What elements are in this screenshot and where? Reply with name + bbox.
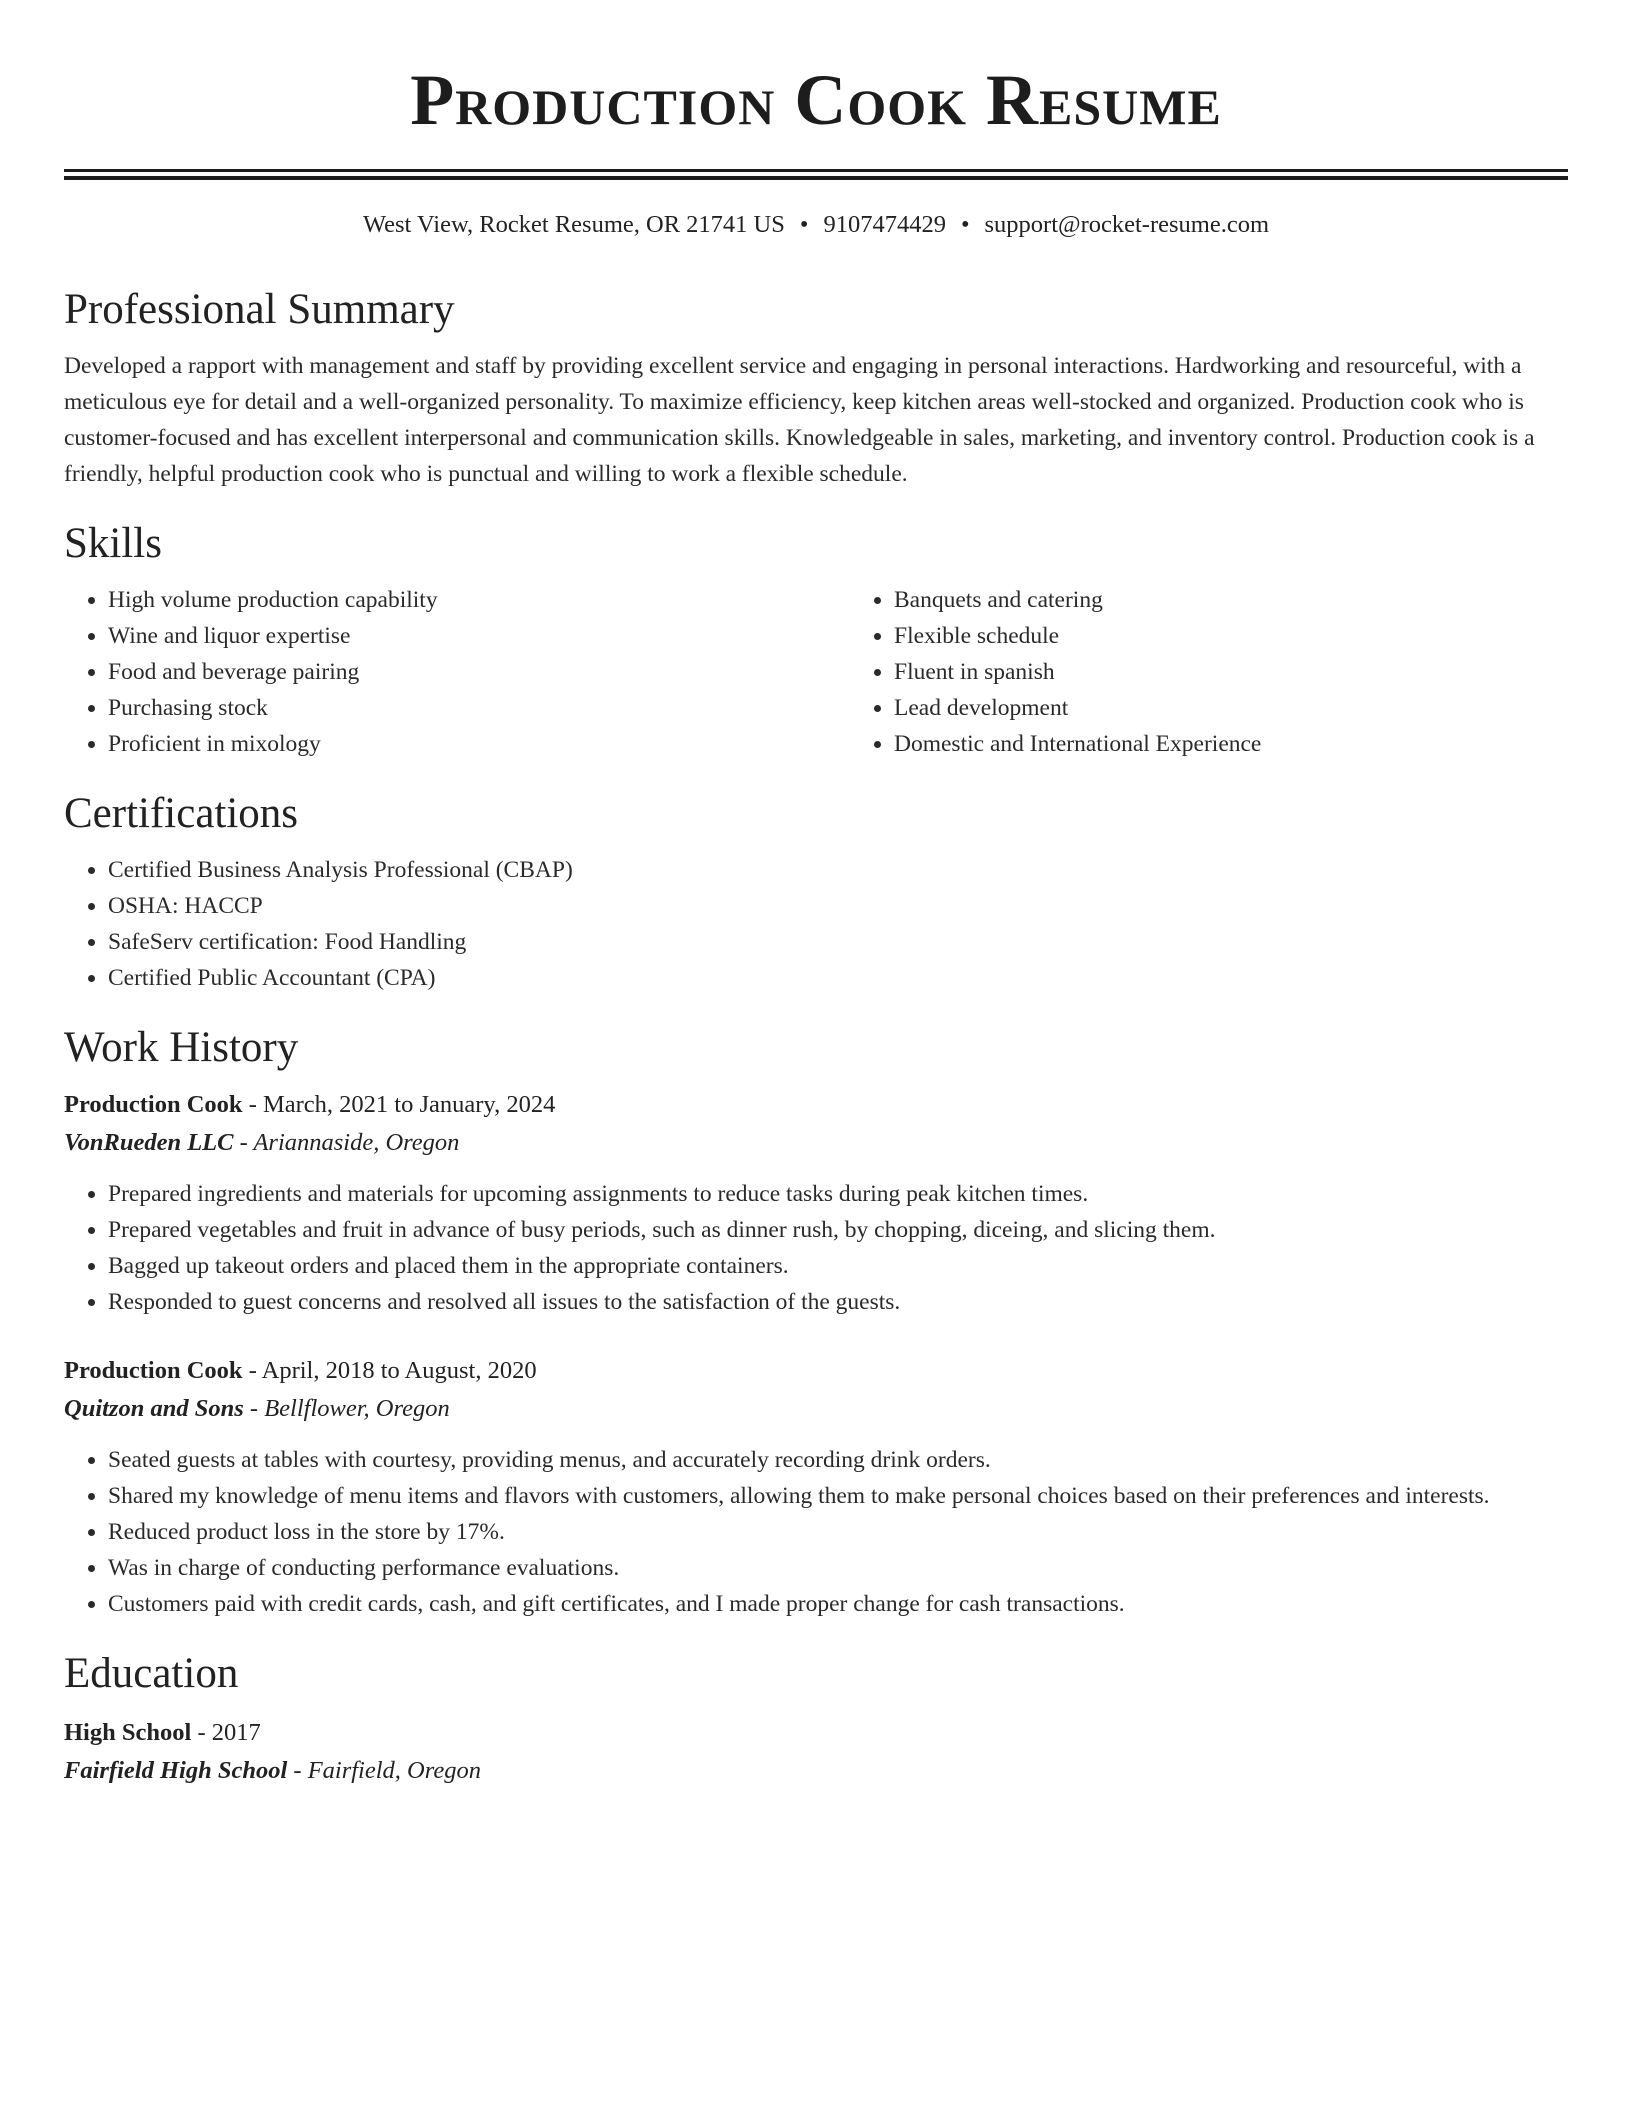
job-dates: April, 2018 to August, 2020 bbox=[261, 1357, 537, 1384]
job-company-line: Quitzon and Sons - Bellflower, Oregon bbox=[64, 1395, 450, 1422]
skills-list-left bbox=[64, 582, 850, 762]
education-school: Fairfield High School bbox=[64, 1757, 288, 1784]
job-bullets bbox=[64, 1176, 1568, 1320]
skill-item: • Banquets and catering bbox=[894, 582, 1632, 618]
job-company-line: VonRueden LLC - Ariannaside, Oregon bbox=[64, 1129, 460, 1156]
job-bullet: • Reduced product loss in the store by 17%. bbox=[108, 1514, 1568, 1550]
skill-item: • Wine and liquor expertise bbox=[108, 618, 850, 654]
job-title-line: Production Cook - April, 2018 to August, 2020 bbox=[64, 1357, 537, 1384]
certification-item: • Certified Business Analysis Professional (CBAP) bbox=[108, 852, 1568, 888]
job-bullet: • Was in charge of conducting performance evaluations. bbox=[108, 1550, 1568, 1586]
job-title-line: Production Cook - March, 2021 to January, 2024 bbox=[64, 1091, 556, 1118]
skill-item: • High volume production capability bbox=[108, 582, 850, 618]
education-heading: Education bbox=[64, 1650, 239, 1697]
certifications-heading: Certifications bbox=[64, 790, 299, 837]
job-bullet: • Shared my knowledge of menu items and flavors with customers, allowing them to make personal choices based on their preferences and interests. bbox=[108, 1478, 1568, 1514]
resume-page bbox=[64, 0, 1568, 1790]
skill-item: • Lead development bbox=[894, 690, 1632, 726]
job-bullet: • Responded to guest concerns and resolved all issues to the satisfaction of the guests. bbox=[108, 1284, 1568, 1320]
job-company: Quitzon and Sons bbox=[64, 1395, 244, 1422]
resume-title: Production Cook Resume bbox=[410, 60, 1222, 140]
skill-item: • Proficient in mixology bbox=[108, 726, 850, 762]
certification-item: • SafeServ certification: Food Handling bbox=[108, 924, 1568, 960]
job-bullet: • Prepared vegetables and fruit in advance of busy periods, such as dinner rush, by chopping, diceing, and slicing them. bbox=[108, 1212, 1568, 1248]
skills-grid bbox=[64, 582, 1568, 762]
certification-item: • OSHA: HACCP bbox=[108, 888, 1568, 924]
education-entry bbox=[64, 1714, 1568, 1790]
contact-address: West View, Rocket Resume, OR 21741 US bbox=[362, 211, 785, 238]
job-location: Ariannaside, Oregon bbox=[253, 1129, 460, 1156]
job-bullet: • Prepared ingredients and materials for upcoming assignments to reduce tasks during peak kitchen times. bbox=[108, 1176, 1568, 1212]
skills-heading: Skills bbox=[64, 520, 162, 567]
work-history-heading: Work History bbox=[64, 1024, 299, 1071]
skill-item: • Purchasing stock bbox=[108, 690, 850, 726]
skill-item: • Food and beverage pairing bbox=[108, 654, 850, 690]
education-school-line: Fairfield High School - Fairfield, Oregon bbox=[64, 1757, 481, 1784]
summary-text: Developed a rapport with management and staff by providing excellent service and engaging in personal interactions. Hardworking and resourceful, with a meticulous eye for detail and a well-organized personality. To maximize efficiency, keep kitchen areas well-stocked and organized. Production cook who is customer-focused and has excellent interpersonal and communication skills. Knowledgeable in sales, marketing, and inventory control. Production cook is a friendly, helpful production cook who is punctual and willing to work a flexible schedule. bbox=[64, 353, 1535, 487]
education-year: 2017 bbox=[211, 1719, 261, 1746]
job-title: Production Cook bbox=[64, 1091, 243, 1118]
job-bullet: • Seated guests at tables with courtesy, providing menus, and accurately recording drink orders. bbox=[108, 1442, 1568, 1478]
skills-list-right bbox=[850, 582, 1632, 762]
certification-item: • Certified Public Accountant (CPA) bbox=[108, 960, 1568, 996]
job-entry bbox=[64, 1352, 1568, 1622]
skill-item: • Fluent in spanish bbox=[894, 654, 1632, 690]
skill-item: • Flexible schedule bbox=[894, 618, 1632, 654]
education-degree-line: High School - 2017 bbox=[64, 1719, 261, 1746]
contact-separator: • bbox=[799, 211, 809, 238]
job-bullet: • Bagged up takeout orders and placed them in the appropriate containers. bbox=[108, 1248, 1568, 1284]
certifications-list bbox=[64, 852, 1568, 996]
contact-line bbox=[64, 208, 1568, 242]
contact-separator: • bbox=[960, 211, 970, 238]
contact-phone: 9107474429 bbox=[823, 211, 946, 238]
contact-email[interactable]: support@rocket-resume.com bbox=[984, 211, 1270, 238]
skill-item: • Domestic and International Experience bbox=[894, 726, 1632, 762]
title-double-rule bbox=[64, 169, 1568, 180]
job-company: VonRueden LLC bbox=[64, 1129, 234, 1156]
education-degree: High School bbox=[64, 1719, 192, 1746]
job-location: Bellflower, Oregon bbox=[264, 1395, 450, 1422]
job-bullet: • Customers paid with credit cards, cash, and gift certificates, and I made proper change for cash transactions. bbox=[108, 1586, 1568, 1622]
summary-heading: Professional Summary bbox=[64, 286, 455, 333]
job-entry bbox=[64, 1086, 1568, 1320]
job-dates: March, 2021 to January, 2024 bbox=[262, 1091, 556, 1118]
job-title: Production Cook bbox=[64, 1357, 243, 1384]
education-location: Fairfield, Oregon bbox=[307, 1757, 481, 1784]
job-bullets bbox=[64, 1442, 1568, 1622]
